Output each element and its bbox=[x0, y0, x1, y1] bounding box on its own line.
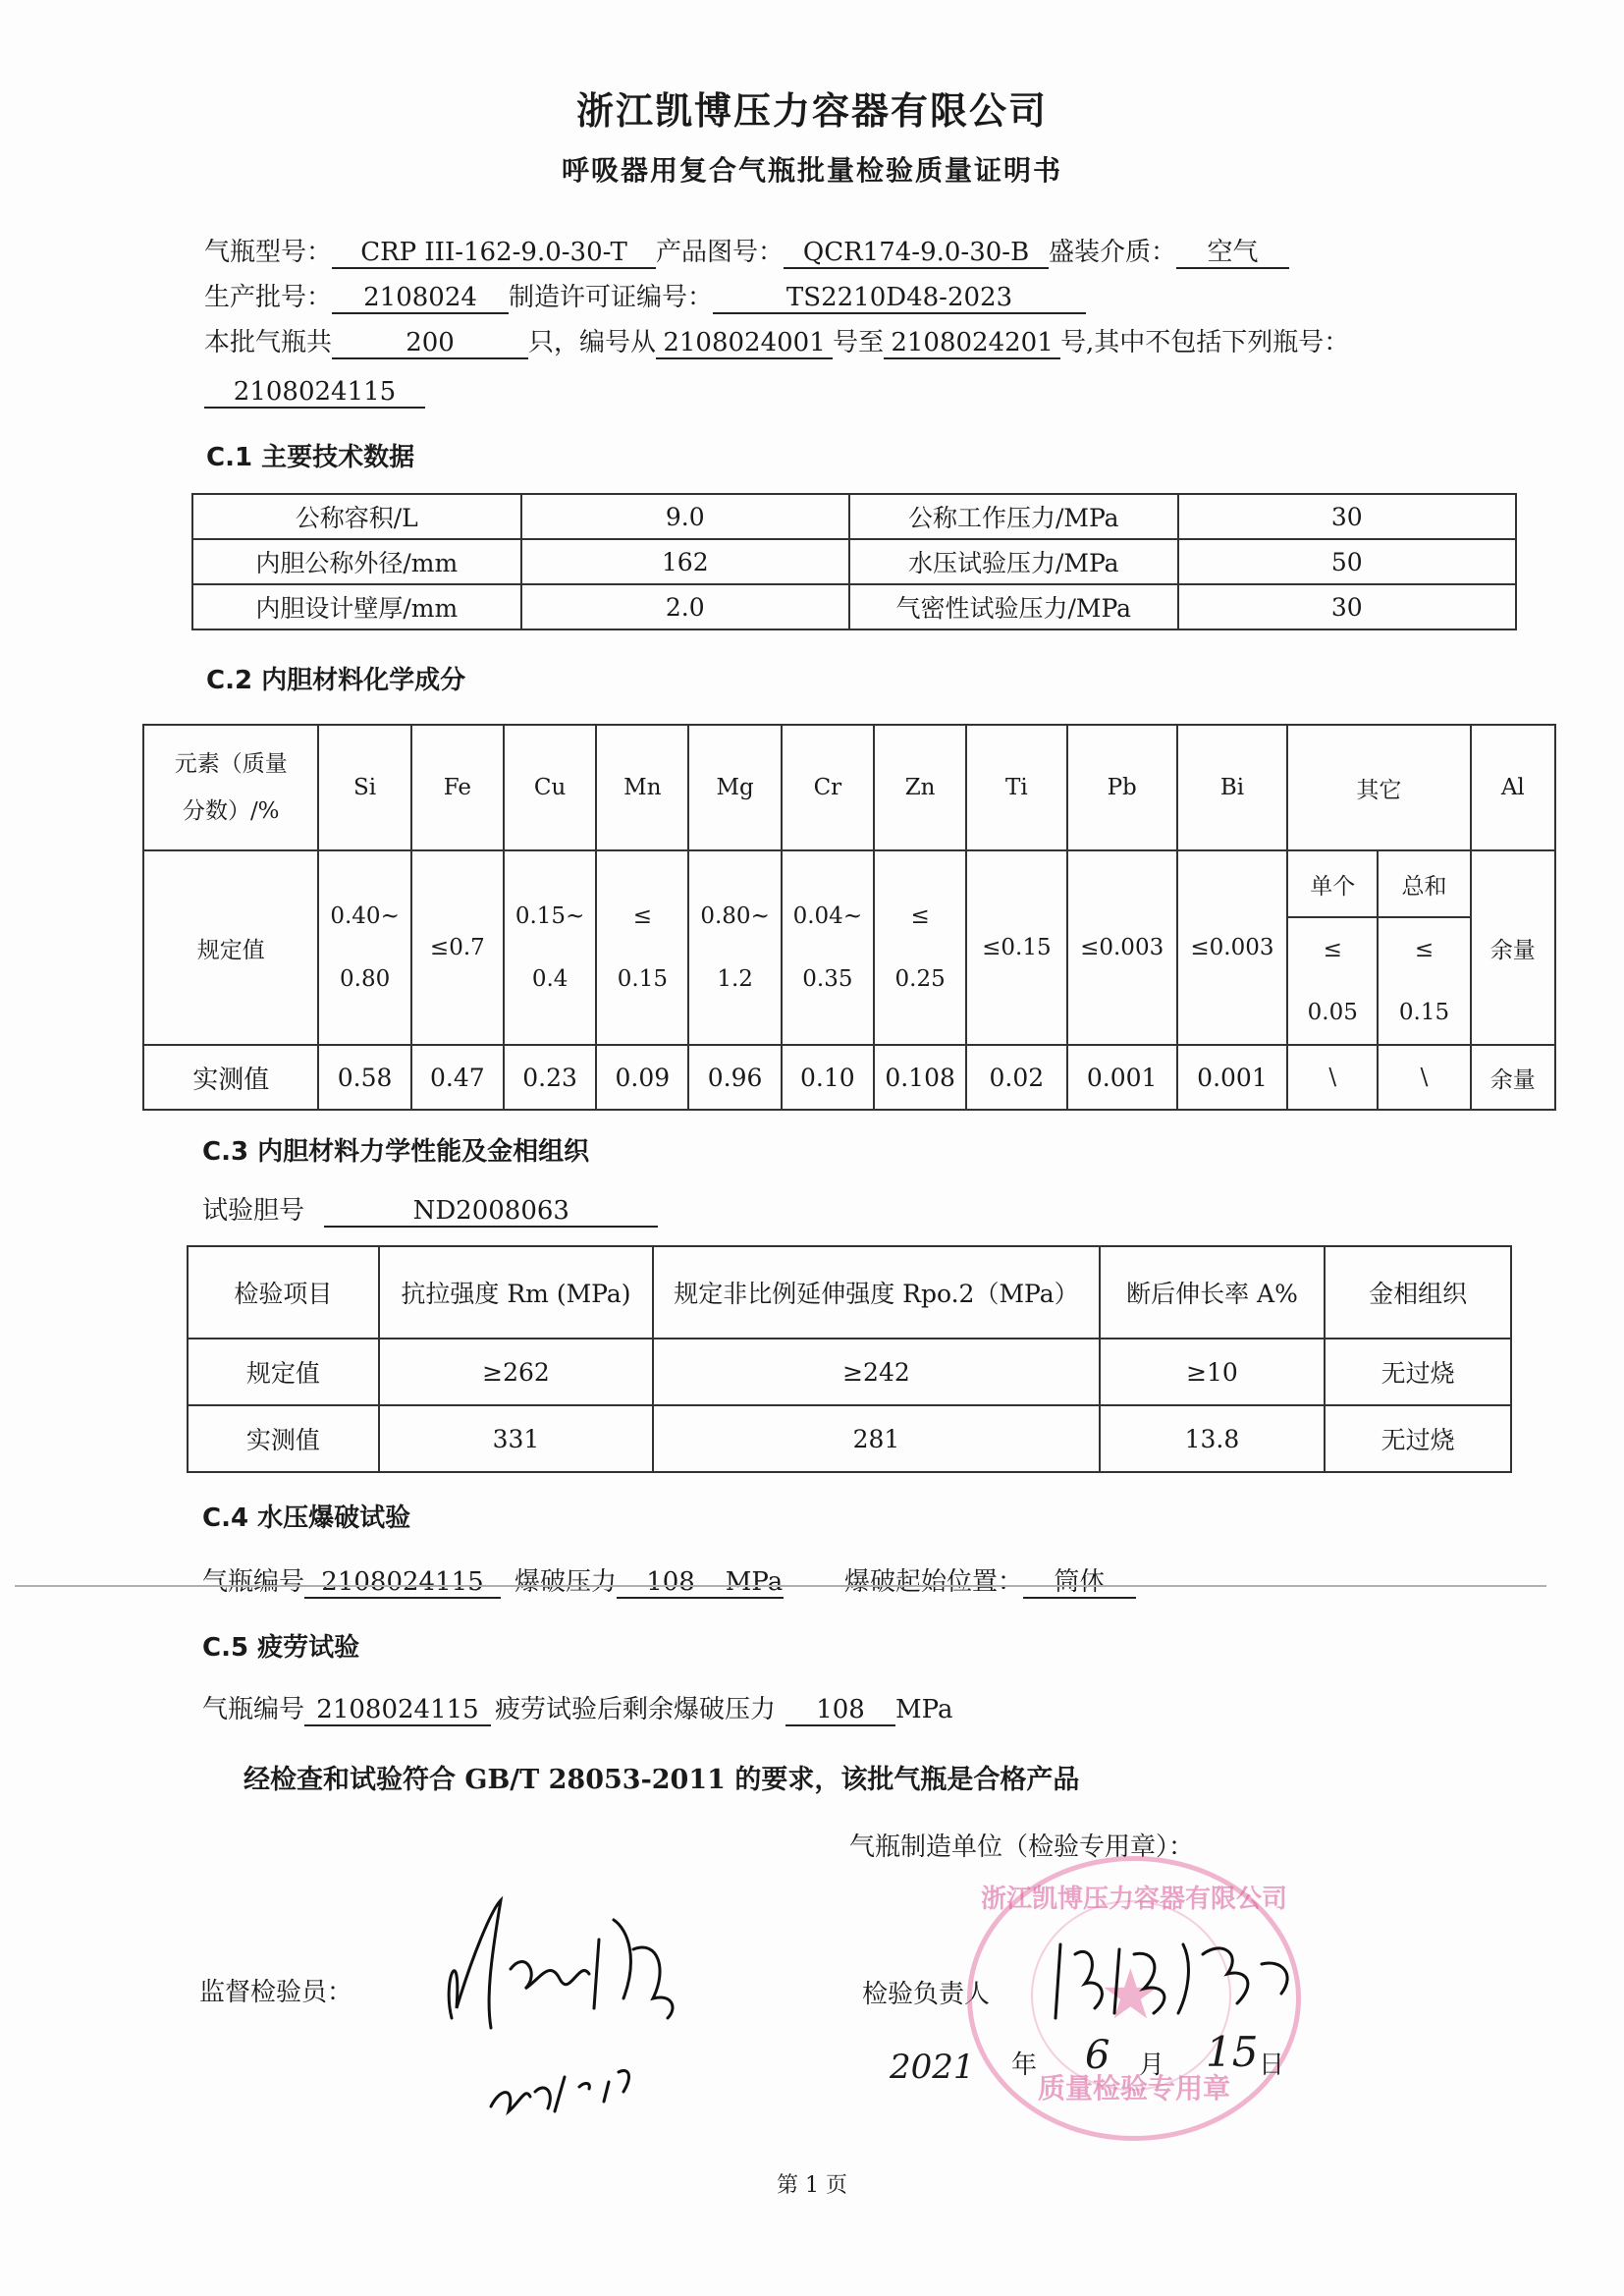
measured-total: \ bbox=[1378, 1045, 1470, 1110]
exclude-label: 号,其中不包括下列瓶号： bbox=[1060, 328, 1350, 357]
license-value: TS2210D48-2023 bbox=[713, 283, 1086, 314]
drawing-value: QCR174-9.0-30-B bbox=[784, 238, 1049, 269]
c1-cell: 内胆公称外径/mm bbox=[192, 539, 521, 584]
year-label: 年 bbox=[1011, 2050, 1038, 2080]
scan-divider-line bbox=[15, 1585, 1546, 1587]
c2-header-row bbox=[143, 725, 1555, 850]
spec-zn-line: ≤ bbox=[910, 903, 930, 929]
c2-table bbox=[142, 724, 1556, 1111]
spec-pb: ≤0.003 bbox=[1067, 850, 1177, 1045]
seal-bottom-text: 质量检验专用章 bbox=[1037, 2072, 1230, 2105]
spec-label: 规定值 bbox=[143, 850, 318, 1045]
spec-cu-line: 0.15~ bbox=[514, 903, 585, 929]
spec-total-line: 0.15 bbox=[1398, 1000, 1450, 1025]
c3-cell: 无过烧 bbox=[1325, 1405, 1511, 1472]
c1-cell: 162 bbox=[521, 539, 849, 584]
measured-pb: 0.001 bbox=[1067, 1045, 1177, 1110]
spec-mg-line: 0.80~ bbox=[700, 903, 770, 929]
sample-line bbox=[202, 1190, 658, 1228]
responsible-signature bbox=[1046, 1925, 1321, 2033]
spec-al: 余量 bbox=[1471, 850, 1555, 1045]
element-mg: Mg bbox=[688, 725, 781, 850]
element-si: Si bbox=[318, 725, 410, 850]
measured-single: \ bbox=[1287, 1045, 1378, 1110]
c5-line bbox=[202, 1689, 952, 1726]
c3-row bbox=[188, 1339, 1511, 1405]
element-header-line: 分数）/% bbox=[182, 798, 280, 824]
c4-heading: C.4 水压爆破试验 bbox=[202, 1503, 411, 1533]
responsible-label: 检验负责人 bbox=[862, 1980, 991, 2009]
spec-bi: ≤0.003 bbox=[1177, 850, 1287, 1045]
measured-fe: 0.47 bbox=[411, 1045, 504, 1110]
license-label: 制造许可证编号： bbox=[509, 283, 714, 312]
element-cu: Cu bbox=[504, 725, 596, 850]
other-total-label: 总和 bbox=[1378, 850, 1470, 917]
to-value: 2108024201 bbox=[884, 328, 1060, 359]
date-month-handwritten: 6 bbox=[1085, 2033, 1110, 2078]
c1-cell: 50 bbox=[1178, 539, 1516, 584]
spec-mg bbox=[688, 850, 781, 1045]
spec-mn bbox=[596, 850, 688, 1045]
c3-row bbox=[188, 1405, 1511, 1472]
measured-label: 实测值 bbox=[143, 1045, 318, 1110]
c4-burst-label: 爆破压力 bbox=[514, 1567, 618, 1597]
c3-cell: 331 bbox=[379, 1405, 654, 1472]
element-other: 其它 bbox=[1287, 725, 1471, 850]
c5-cyl-value: 2108024115 bbox=[304, 1695, 491, 1726]
c4-burst-value: 108 bbox=[617, 1567, 725, 1599]
c5-heading: C.5 疲劳试验 bbox=[202, 1633, 360, 1663]
element-bi: Bi bbox=[1177, 725, 1287, 850]
inspector-label: 监督检验员： bbox=[199, 1978, 353, 2007]
to-label: 号至 bbox=[833, 328, 885, 357]
company-name: 浙江凯博压力容器有限公司 bbox=[575, 89, 1048, 133]
element-cr: Cr bbox=[782, 725, 874, 850]
seal-top-text: 浙江凯博压力容器有限公司 bbox=[980, 1885, 1287, 1914]
count-label: 本批气瓶共 bbox=[204, 328, 333, 357]
c1-cell: 30 bbox=[1178, 584, 1516, 629]
c2-heading: C.2 内胆材料化学成分 bbox=[206, 666, 466, 695]
c1-cell: 9.0 bbox=[521, 494, 849, 539]
c4-cyl-label: 气瓶编号 bbox=[202, 1567, 305, 1597]
c1-cell: 30 bbox=[1178, 494, 1516, 539]
element-pb: Pb bbox=[1067, 725, 1177, 850]
c3-cell: 无过烧 bbox=[1325, 1339, 1511, 1405]
c1-cell: 水压试验压力/MPa bbox=[849, 539, 1178, 584]
measured-cu: 0.23 bbox=[504, 1045, 596, 1110]
spec-zn-line: 0.25 bbox=[894, 966, 946, 992]
spec-mg-line: 1.2 bbox=[717, 966, 753, 992]
measured-bi: 0.001 bbox=[1177, 1045, 1287, 1110]
info-line-4 bbox=[204, 377, 425, 409]
c3-cell: ≥262 bbox=[379, 1339, 654, 1405]
c3-cell: 规定值 bbox=[188, 1339, 379, 1405]
spec-mn-line: ≤ bbox=[632, 903, 652, 929]
c5-residual-value: 108 bbox=[785, 1695, 895, 1726]
c3-heading: C.3 内胆材料力学性能及金相组织 bbox=[202, 1137, 590, 1167]
spec-single bbox=[1287, 917, 1378, 1045]
info-line-1 bbox=[204, 232, 1289, 269]
c3-header-row bbox=[188, 1246, 1511, 1339]
element-fe: Fe bbox=[411, 725, 504, 850]
model-value: CRP III-162-9.0-30-T bbox=[332, 238, 656, 269]
spec-single-line: ≤ bbox=[1323, 937, 1342, 962]
spec-single-line: 0.05 bbox=[1307, 1000, 1358, 1025]
spec-si-line: 0.40~ bbox=[330, 903, 400, 929]
c3-header-cell: 抗拉强度 Rm (MPa) bbox=[379, 1246, 654, 1339]
element-zn: Zn bbox=[874, 725, 966, 850]
spec-cr bbox=[782, 850, 874, 1045]
element-al: Al bbox=[1471, 725, 1555, 850]
exclude-value: 2108024115 bbox=[204, 377, 425, 409]
maker-label: 气瓶制造单位（检验专用章）： bbox=[849, 1832, 1195, 1862]
spec-cr-line: 0.04~ bbox=[792, 903, 863, 929]
drawing-label: 产品图号： bbox=[656, 238, 785, 267]
c3-cell: ≥242 bbox=[653, 1339, 1099, 1405]
measured-al: 余量 bbox=[1471, 1045, 1555, 1110]
c2-spec-row-top bbox=[143, 850, 1555, 917]
spec-mn-line: 0.15 bbox=[617, 966, 668, 992]
spec-cu-line: 0.4 bbox=[531, 966, 568, 992]
seal-star-icon: ★ bbox=[1100, 1954, 1162, 2035]
c4-pos-value: 筒体 bbox=[1023, 1567, 1136, 1599]
measured-zn: 0.108 bbox=[874, 1045, 966, 1110]
spec-si bbox=[318, 850, 410, 1045]
conclusion-text: 经检查和试验符合 GB/T 28053-2011 的要求，该批气瓶是合格产品 bbox=[244, 1765, 1080, 1795]
c1-cell: 公称工作压力/MPa bbox=[849, 494, 1178, 539]
c1-cell: 公称容积/L bbox=[192, 494, 521, 539]
measured-mg: 0.96 bbox=[688, 1045, 781, 1110]
c3-header-cell: 金相组织 bbox=[1325, 1246, 1511, 1339]
count-value: 200 bbox=[332, 328, 528, 359]
spec-total-line: ≤ bbox=[1414, 937, 1435, 962]
spec-zn bbox=[874, 850, 966, 1045]
date-year-handwritten: 2021 bbox=[890, 2048, 975, 2087]
c3-header-cell: 检验项目 bbox=[188, 1246, 379, 1339]
medium-value: 空气 bbox=[1176, 238, 1289, 269]
measured-ti: 0.02 bbox=[966, 1045, 1066, 1110]
c4-pos-label: 爆破起始位置： bbox=[844, 1567, 1024, 1597]
model-label: 气瓶型号： bbox=[204, 238, 333, 267]
measured-mn: 0.09 bbox=[596, 1045, 688, 1110]
from-value: 2108024001 bbox=[656, 328, 833, 359]
c5-cyl-label: 气瓶编号 bbox=[202, 1695, 305, 1724]
date-day-handwritten: 15 bbox=[1206, 2028, 1259, 2076]
measured-cr: 0.10 bbox=[782, 1045, 874, 1110]
c1-row bbox=[192, 494, 1516, 539]
c4-line bbox=[202, 1561, 1136, 1599]
document-title: 呼吸器用复合气瓶批量检验质量证明书 bbox=[561, 154, 1062, 187]
page-number: 第 1 页 bbox=[777, 2173, 847, 2198]
spec-fe: ≤0.7 bbox=[411, 850, 504, 1045]
measured-si: 0.58 bbox=[318, 1045, 410, 1110]
c3-cell: 实测值 bbox=[188, 1405, 379, 1472]
c2-measured-row bbox=[143, 1045, 1555, 1110]
c3-table bbox=[187, 1245, 1512, 1473]
spec-si-line: 0.80 bbox=[340, 966, 391, 992]
c1-heading: C.1 主要技术数据 bbox=[206, 443, 415, 472]
c1-cell: 2.0 bbox=[521, 584, 849, 629]
c1-row bbox=[192, 584, 1516, 629]
c4-burst-unit: MPa bbox=[725, 1567, 784, 1597]
sample-label: 试验胆号 bbox=[202, 1196, 305, 1226]
other-single-label: 单个 bbox=[1287, 850, 1378, 917]
spec-ti: ≤0.15 bbox=[966, 850, 1066, 1045]
day-label: 日 bbox=[1259, 2050, 1285, 2080]
c4-cyl-value: 2108024115 bbox=[304, 1567, 501, 1599]
inspector-signature bbox=[432, 1881, 746, 2136]
c3-cell: ≥10 bbox=[1100, 1339, 1326, 1405]
spec-cu bbox=[504, 850, 596, 1045]
info-line-3 bbox=[204, 322, 1349, 359]
month-label: 月 bbox=[1139, 2050, 1165, 2080]
spec-cr-line: 0.35 bbox=[802, 966, 853, 992]
c1-cell: 气密性试验压力/MPa bbox=[849, 584, 1178, 629]
c1-table bbox=[191, 493, 1517, 630]
count-unit: 只，编号从 bbox=[528, 328, 657, 357]
c3-cell: 13.8 bbox=[1100, 1405, 1326, 1472]
c1-row bbox=[192, 539, 1516, 584]
c3-header-cell: 断后伸长率 A% bbox=[1100, 1246, 1326, 1339]
spec-total bbox=[1378, 917, 1470, 1045]
element-header bbox=[143, 725, 318, 850]
batch-label: 生产批号： bbox=[204, 283, 333, 312]
element-ti: Ti bbox=[966, 725, 1066, 850]
element-header-line: 元素（质量 bbox=[174, 751, 288, 777]
c3-header-cell: 规定非比例延伸强度 Rpo.2（MPa） bbox=[653, 1246, 1099, 1339]
sample-value: ND2008063 bbox=[324, 1196, 658, 1228]
element-mn: Mn bbox=[596, 725, 688, 850]
c3-cell: 281 bbox=[653, 1405, 1099, 1472]
info-line-2 bbox=[204, 277, 1086, 314]
c1-cell: 内胆设计壁厚/mm bbox=[192, 584, 521, 629]
c5-residual-label: 疲劳试验后剩余爆破压力 bbox=[495, 1695, 777, 1724]
batch-value: 2108024 bbox=[332, 283, 509, 314]
medium-label: 盛装介质： bbox=[1049, 238, 1177, 267]
c5-residual-unit: MPa bbox=[895, 1695, 953, 1724]
